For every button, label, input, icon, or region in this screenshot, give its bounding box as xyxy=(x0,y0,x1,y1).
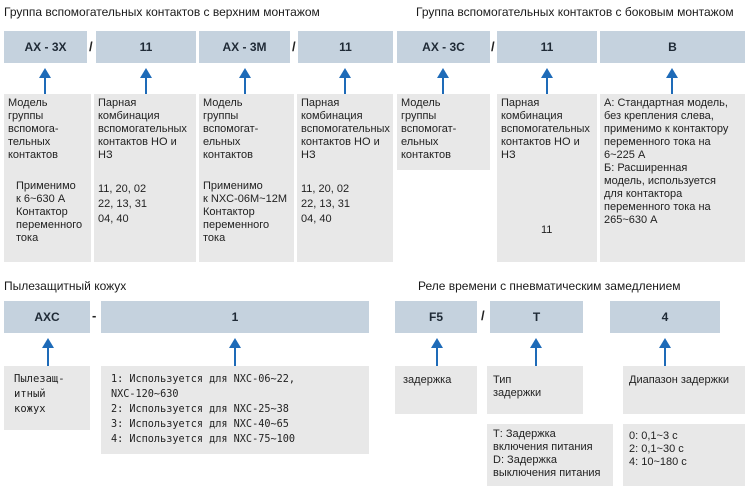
separator: / xyxy=(491,39,495,54)
desc-t-values xyxy=(487,424,613,486)
desc-range-title xyxy=(623,366,745,414)
code-range: 4 xyxy=(610,301,720,333)
code-ax3c: AX - 3C xyxy=(397,31,490,63)
ax3x-applicable-text: Применимо к 6~630 А Контактор переменного тока xyxy=(16,180,83,244)
pair1-title-text: Парная комбинация вспомогательных контактов НО и НЗ xyxy=(98,97,187,161)
axc-text: Пылезащ- итный кожух xyxy=(14,373,65,415)
pair1-values-text: 11, 20, 02 22, 13, 31 04, 40 xyxy=(98,183,147,225)
code-axc: AXC xyxy=(4,301,90,333)
ax3c-model-text: Модель группы вспомогат- ельных контактов xyxy=(401,97,457,161)
code-f5: F5 xyxy=(395,301,477,333)
desc-range-values xyxy=(623,424,745,486)
heading-side-mount: Группа вспомогательных контактов с боковым монтажом xyxy=(416,5,734,19)
desc-f5 xyxy=(395,366,477,414)
code-ax3x: AX - 3X xyxy=(4,31,87,63)
ax3m-applicable-text: Применимо к NXC-06M~12M Контактор переменного тока xyxy=(203,180,287,244)
code-ax3m: AX - 3M xyxy=(199,31,290,63)
code-t: T xyxy=(490,301,583,333)
desc-pair-3 xyxy=(497,94,597,262)
pair3-title-text: Парная комбинация вспомогательных контактов НО и НЗ xyxy=(501,97,590,161)
desc-ax3m xyxy=(199,94,294,262)
ax3x-model-text: Модель группы вспомога- тельных контактов xyxy=(8,97,59,161)
f5-text: задержка xyxy=(403,374,452,386)
range-values-text: 0: 0,1~3 с 2: 0,1~30 с 4: 10~180 с xyxy=(629,430,687,468)
range-title-text: Диапазон задержки xyxy=(629,374,729,386)
heading-top-mount: Группа вспомогательных контактов с верхним монтажом xyxy=(4,5,320,19)
desc-pair-2 xyxy=(297,94,393,262)
code-pair-2: 11 xyxy=(298,31,393,63)
t-values-text: Т: Задержка включения питания D: Задержка выключения питания xyxy=(493,428,601,479)
separator: / xyxy=(292,39,296,54)
pair2-values-text: 11, 20, 02 22, 13, 31 04, 40 xyxy=(301,183,350,225)
separator: - xyxy=(92,308,97,323)
code-pair-1: 11 xyxy=(96,31,196,63)
pair3-value-text: 11 xyxy=(541,224,553,236)
code-b: B xyxy=(600,31,745,63)
separator: / xyxy=(481,308,485,323)
desc-b xyxy=(600,94,745,262)
desc-ax3x xyxy=(4,94,91,262)
desc-ax3c xyxy=(397,94,490,170)
code-cover-size: 1 xyxy=(101,301,369,333)
code-pair-3: 11 xyxy=(497,31,597,63)
ax3m-model-text: Модель группы вспомогат- ельных контактов xyxy=(203,97,259,161)
separator: / xyxy=(89,39,93,54)
heading-dust-cover: Пылезащитный кожух xyxy=(4,279,127,293)
b-desc-text: А: Стандартная модель, без крепления слева, применимо к контактору переменного тока на 6~225 А Б: Расширенная модель, используется для контактора переменного тока на 265~630 А xyxy=(604,97,729,226)
cover-uses-text: 1: Используется для NXC-06~22, NXC-120~630 2: Используется для NXC-25~38 3: Используется для NXC-40~65 4: Используется для NXC-75~100 xyxy=(111,374,296,445)
desc-cover-uses xyxy=(101,366,369,454)
heading-time-relay: Реле времени с пневматическим замедлением xyxy=(418,279,681,293)
desc-t-title xyxy=(487,366,583,414)
desc-axc xyxy=(4,366,90,430)
pair2-title-text: Парная комбинация вспомогательных контактов НО и НЗ xyxy=(301,97,390,161)
desc-pair-1 xyxy=(94,94,196,262)
t-title-text: Тип задержки xyxy=(493,374,542,399)
